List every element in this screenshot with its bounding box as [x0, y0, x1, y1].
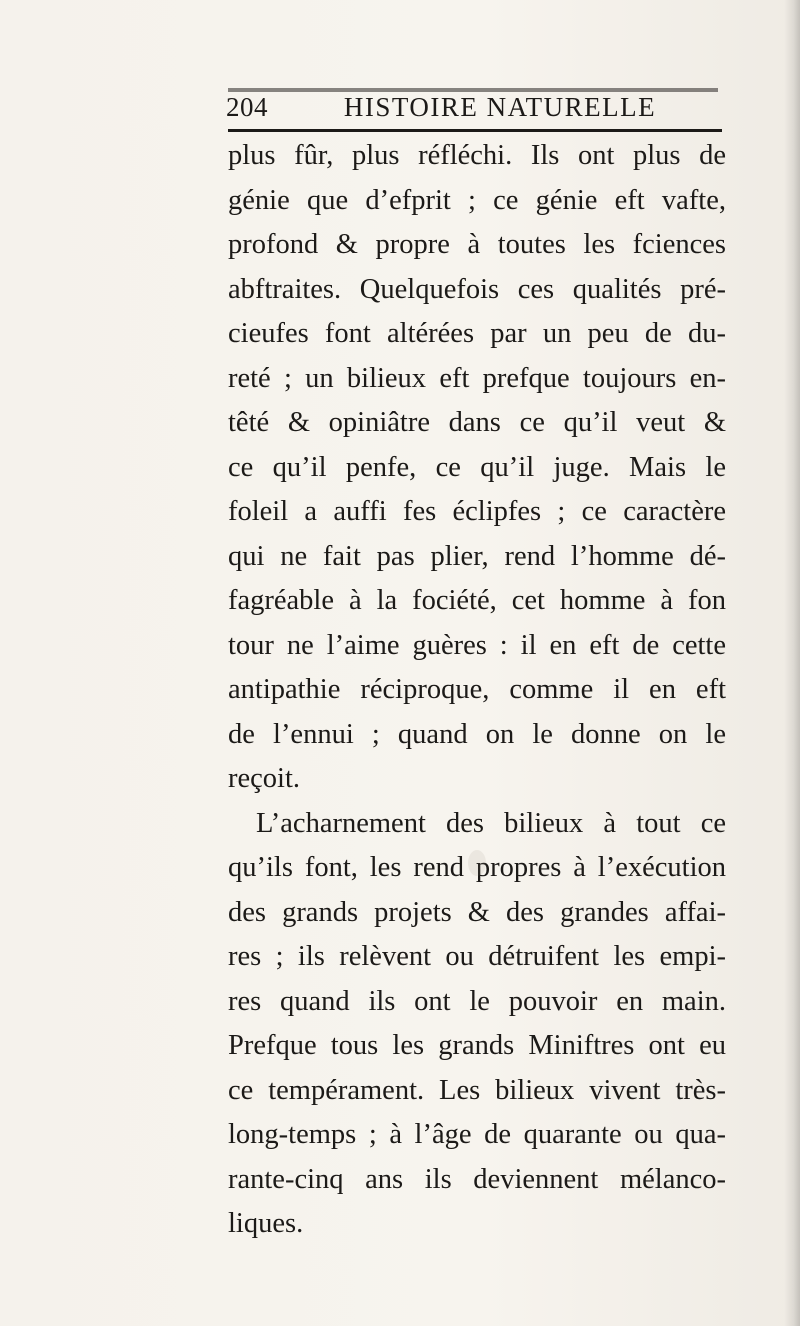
- text-line: qu’ils font, les rend propres à l’exécution: [228, 852, 726, 883]
- text-line: liques.: [228, 1208, 304, 1239]
- text-line: rante-cinq ans ils deviennent mélanco-: [228, 1163, 726, 1195]
- text-line: ce tempérament. Les bilieux vivent très-: [228, 1074, 726, 1106]
- text-line: foleil a auffi fes éclipfes ; ce caractère: [228, 496, 726, 527]
- running-title: HISTOIRE NATURELLE: [343, 92, 657, 122]
- text-line: têté & opiniâtre dans ce qu’il veut &: [228, 407, 726, 438]
- paper-smudge: [468, 850, 486, 876]
- body-text: [228, 134, 726, 1247]
- text-line: long-temps ; à l’âge de quarante ou qua-: [228, 1119, 726, 1150]
- text-line: res quand ils ont le pouvoir en main.: [228, 985, 726, 1017]
- text-line: ce qu’il penfe, ce qu’il juge. Mais le: [228, 451, 726, 483]
- text-line: profond & propre à toutes les fciences: [228, 229, 726, 260]
- text-line: abftraites. Quelquefois ces qualités pré-: [228, 273, 726, 305]
- text-line: qui ne fait pas plier, rend l’homme dé-: [228, 540, 726, 572]
- text-line: tour ne l’aime guères : il en eft de cette: [228, 629, 726, 661]
- text-line: plus fûr, plus réfléchi. Ils ont plus de: [228, 140, 726, 171]
- text-line: génie que d’efprit ; ce génie eft vafte,: [228, 184, 726, 216]
- header-rule: [228, 129, 722, 132]
- text-line: fagréable à la fociété, cet homme à fon: [228, 585, 726, 616]
- text-line: cieufes font altérées par un peu de du-: [228, 318, 726, 349]
- text-line: reté ; un bilieux eft prefque toujours en-: [228, 362, 726, 394]
- text-line: reçoit.: [228, 763, 301, 794]
- text-line: antipathie réciproque, comme il en eft: [228, 674, 726, 705]
- text-line: de l’ennui ; quand on le donne on le: [228, 718, 726, 750]
- page-edge-shadow: [784, 0, 800, 1326]
- page-number: 204: [226, 92, 268, 122]
- text-line: des grands projets & des grandes affai-: [228, 896, 726, 928]
- text-line: Prefque tous les grands Miniftres ont eu: [228, 1030, 726, 1061]
- page-header: [226, 92, 720, 132]
- text-line: L’acharnement des bilieux à tout ce: [256, 807, 726, 839]
- text-line: res ; ils relèvent ou détruifent les empi-: [228, 941, 726, 972]
